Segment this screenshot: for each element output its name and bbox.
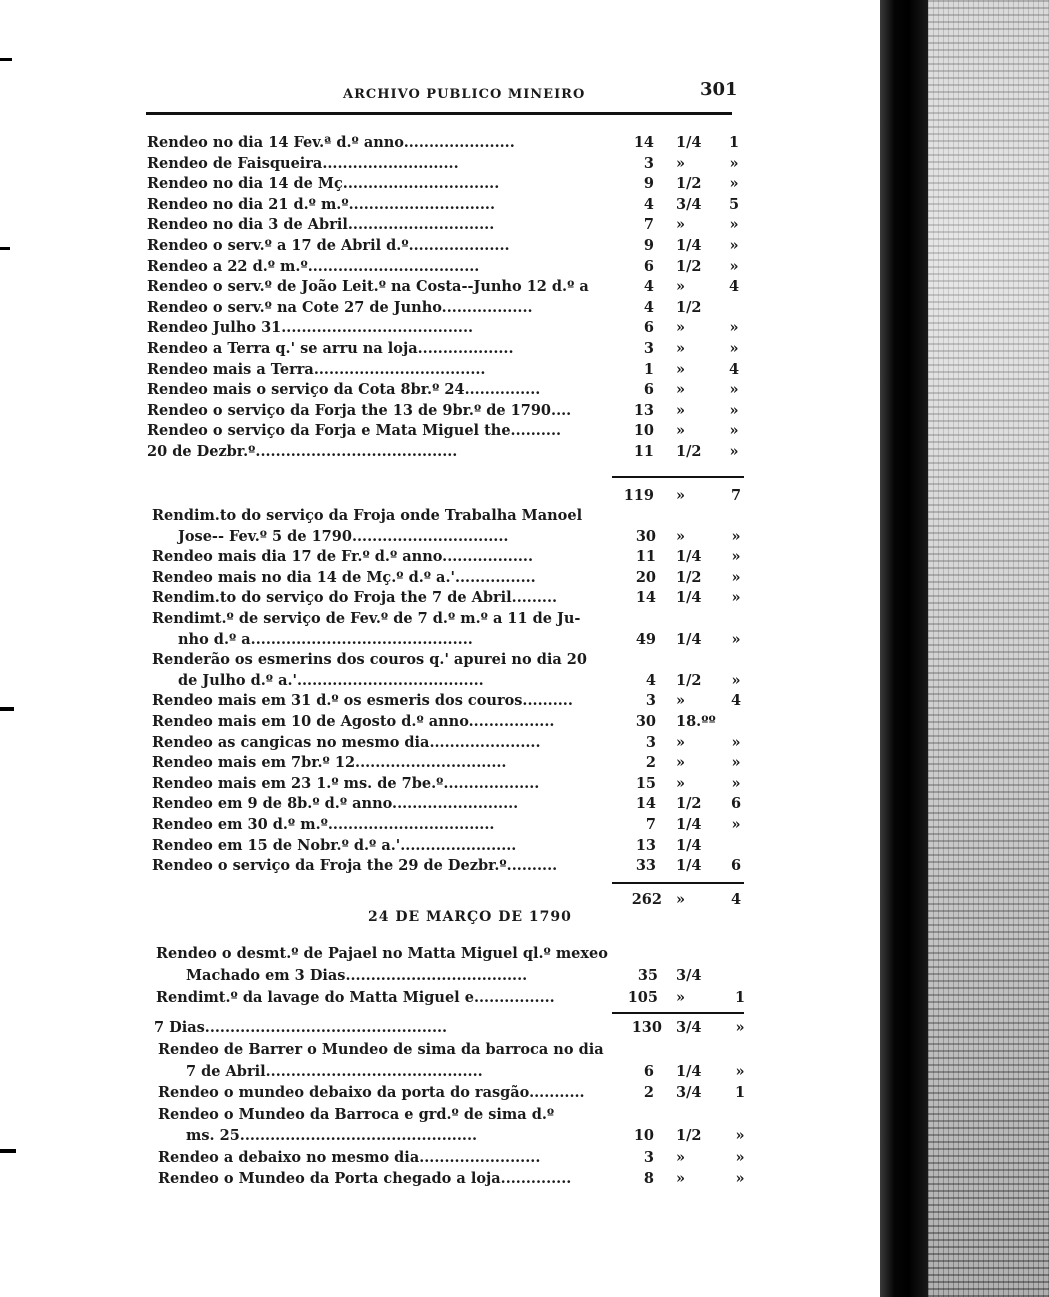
entry-col-b: »	[676, 381, 686, 399]
entry-col-b: 1/4	[676, 857, 702, 875]
entry-col-b: 1/4	[676, 589, 702, 607]
entry-description: Rendeo mais em 7br.º 12..............................	[152, 754, 507, 772]
ledger-row	[0, 506, 1049, 526]
total-col-b: »	[676, 487, 686, 504]
entry-col-b: 3/4	[676, 1084, 702, 1101]
entry-description: Rendeo o mundeo debaixo da porta do rasgão...........	[158, 1084, 585, 1101]
entry-col-c: 5	[728, 195, 740, 213]
ledger-row	[0, 691, 1049, 711]
entry-col-b: »	[676, 733, 686, 751]
entry-col-c: »	[729, 237, 739, 254]
entry-col-c: »	[731, 630, 741, 648]
entry-description: Rendeo o serviço da Forja e Mata Miguel the..........	[147, 422, 562, 440]
entry-col-a: 13	[633, 401, 654, 419]
entry-description: Rendim.to do serviço da Froja onde Trabalha Manoel	[152, 507, 583, 524]
ledger-row	[0, 836, 1049, 856]
ledger-row	[0, 401, 1049, 421]
entry-col-a: 4	[643, 298, 654, 316]
ledger-row	[0, 195, 1049, 215]
entry-col-a: 4	[645, 671, 656, 689]
total-col-c: »	[735, 1019, 745, 1036]
entry-description: Rendeo Julho 31......................................	[147, 319, 474, 337]
entry-col-b: »	[676, 1170, 686, 1187]
ledger-row	[0, 318, 1049, 338]
entry-description: ms. 25...............................................	[186, 1127, 478, 1144]
entry-description: Rendeo mais a Terra..................................	[147, 360, 486, 378]
entry-col-b: 1/2	[676, 1127, 702, 1144]
ledger-row	[0, 1040, 1049, 1060]
entry-description: Rendeo em 15 de Nobr.º d.º a.'.......................	[152, 836, 517, 854]
ledger-row	[0, 774, 1049, 794]
entry-col-a: 10	[633, 1127, 654, 1144]
sum-rule	[612, 1012, 744, 1014]
entry-col-b: »	[676, 692, 686, 710]
ledger-row	[0, 650, 1049, 670]
entry-description: de Julho d.º a.'.....................................	[178, 671, 484, 689]
entry-col-a: 4	[643, 278, 654, 296]
entry-col-b: 18.ºº	[676, 713, 716, 730]
entry-col-b: 1/4	[676, 630, 702, 648]
entry-col-c: »	[731, 527, 741, 545]
entry-col-a: 6	[643, 1062, 654, 1080]
entry-col-c: »	[729, 422, 739, 440]
entry-col-c: »	[731, 671, 741, 689]
entry-col-c: »	[731, 733, 741, 751]
entry-col-a: 13	[635, 836, 656, 854]
entry-col-c: »	[735, 1170, 745, 1187]
ledger-row	[0, 733, 1049, 753]
entry-description: Rendim.to do serviço do Froja the 7 de Abril.........	[152, 589, 558, 607]
entry-description: Rendeo de Barrer o Mundeo de sima da barroca no dia	[158, 1041, 604, 1058]
ledger-row	[0, 944, 1049, 964]
entry-col-c: 4	[728, 360, 740, 378]
entry-col-a: 2	[645, 754, 656, 772]
ledger-row	[0, 753, 1049, 773]
entry-col-c: »	[729, 216, 739, 234]
entry-description: Rendeo a Terra q.' se arru na loja...................	[147, 340, 514, 357]
entry-col-a: 30	[635, 527, 656, 545]
ledger-row	[0, 380, 1049, 400]
entry-description: nho d.º a............................................	[178, 630, 473, 648]
entry-col-b: »	[676, 154, 686, 172]
entry-col-c: »	[731, 589, 741, 607]
entry-description: 7 de Abril...........................................	[186, 1062, 483, 1080]
entry-description: Jose-- Fev.º 5 de 1790...............................	[178, 527, 509, 545]
entry-col-a: 9	[643, 175, 654, 193]
entry-col-b: »	[676, 340, 686, 357]
entry-col-b: 1/2	[676, 795, 702, 813]
entry-col-a: 7	[643, 216, 654, 234]
ledger-row	[0, 1062, 1049, 1082]
entry-col-b: »	[676, 319, 686, 337]
entry-col-c: »	[731, 816, 741, 833]
entry-col-c: »	[729, 154, 739, 172]
entry-col-a: 7	[645, 816, 656, 833]
entry-description: Rendeo mais dia 17 de Fr.º d.º anno..................	[152, 548, 534, 566]
entry-description: Machado em 3 Dias....................................	[186, 967, 528, 984]
entry-col-b: 3/4	[676, 195, 702, 213]
entry-description: Rendeo o desmt.º de Pajael no Matta Miguel ql.º mexeo	[156, 945, 608, 962]
entry-col-a: 10	[633, 422, 654, 440]
ledger-row	[0, 360, 1049, 380]
entry-description: Rendeo no dia 14 Fev.ª d.º anno......................	[147, 134, 515, 151]
entry-col-a: 2	[643, 1084, 654, 1101]
entry-description: Rendeo o serviço da Froja the 29 de Dezbr.º..........	[152, 857, 558, 875]
entry-col-b: 1/2	[676, 671, 702, 689]
entry-col-a: 11	[633, 443, 654, 460]
entry-col-a: 6	[643, 257, 654, 275]
entry-col-b: 1/2	[676, 257, 702, 275]
entry-col-c: »	[729, 340, 739, 357]
page-number: 301	[700, 79, 738, 100]
ledger-row	[0, 277, 1049, 297]
entry-col-a: 14	[633, 134, 654, 151]
total-col-a: 119	[623, 487, 654, 504]
entry-description: 20 de Dezbr.º........................................	[147, 443, 458, 460]
total-col-a: 130	[631, 1019, 662, 1036]
ledger-row	[0, 815, 1049, 835]
entry-description: Rendeo mais em 10 de Agosto d.º anno.................	[152, 713, 555, 730]
entry-col-a: 33	[635, 857, 656, 875]
entry-description: Rendeo o Mundeo da Porta chegado a loja..............	[158, 1170, 572, 1187]
section-title: 24 DE MARÇO DE 1790	[368, 909, 572, 925]
ledger-row	[0, 794, 1049, 814]
entry-col-b: 1/4	[676, 548, 702, 566]
ledger-row	[0, 712, 1049, 732]
ledger-row	[0, 1083, 1049, 1103]
entry-col-c: 4	[728, 278, 740, 296]
entry-col-b: 1/2	[676, 443, 702, 460]
entry-col-a: 1	[643, 360, 654, 378]
ledger-row	[0, 1169, 1049, 1189]
entry-col-a: 30	[635, 713, 656, 730]
ledger-row	[0, 1126, 1049, 1146]
entry-col-a: 20	[635, 568, 656, 586]
total-col-a: 262	[631, 891, 662, 908]
entry-col-b: 1/4	[676, 1062, 702, 1080]
ledger-row	[0, 527, 1049, 547]
entry-col-a: 8	[643, 1170, 654, 1187]
ledger-row	[0, 609, 1049, 629]
ledger-row	[0, 568, 1049, 588]
entry-description: Rendeo o serv.º de João Leit.º na Costa--Junho 12 d.º a	[147, 278, 589, 296]
entry-col-b: 1/2	[676, 175, 702, 193]
entry-col-b: 1/2	[676, 298, 702, 316]
total-col-b: »	[676, 891, 686, 908]
entry-col-c: 1	[734, 1084, 746, 1101]
entry-col-a: 6	[643, 319, 654, 337]
entry-col-b: »	[676, 216, 686, 234]
entry-description: Rendeo as cangicas no mesmo dia......................	[152, 733, 541, 751]
ledger-row	[0, 1148, 1049, 1168]
entry-description: Rendeo mais em 23 1.º ms. de 7be.º...................	[152, 774, 540, 792]
total-label: 7 Dias................................................	[154, 1019, 448, 1036]
entry-col-c: 1	[728, 134, 740, 151]
entry-col-a: 3	[643, 340, 654, 357]
ledger-row	[0, 257, 1049, 277]
ledger-row	[0, 630, 1049, 650]
ledger-row	[0, 966, 1049, 986]
ledger-row	[0, 339, 1049, 359]
entry-col-b: »	[676, 774, 686, 792]
entry-col-c: »	[729, 175, 739, 193]
entry-col-a: 14	[635, 795, 656, 813]
entry-col-c: 6	[730, 795, 742, 813]
entry-col-a: 49	[635, 630, 656, 648]
entry-col-c: »	[731, 774, 741, 792]
entry-description: Rendeo no dia 3 de Abril.............................	[147, 216, 495, 234]
ledger-row	[0, 133, 1049, 153]
ledger-row	[0, 442, 1049, 462]
ledger-row	[0, 671, 1049, 691]
entry-description: Rendimt.º da lavage do Matta Miguel e................	[156, 989, 555, 1006]
entry-col-b: »	[676, 1148, 686, 1166]
ledger-row	[0, 1105, 1049, 1125]
entry-col-a: 9	[643, 237, 654, 254]
entry-col-c: »	[731, 568, 741, 586]
entry-description: Rendeo o serv.º a 17 de Abril d.º....................	[147, 237, 510, 254]
entry-col-a: 105	[627, 989, 658, 1006]
entry-col-b: 3/4	[676, 967, 702, 984]
entry-col-b: 1/4	[676, 836, 702, 854]
entry-col-c: »	[731, 754, 741, 772]
sum-rule	[612, 882, 744, 884]
entry-col-a: 11	[635, 548, 656, 566]
ledger-row	[0, 236, 1049, 256]
entry-col-c: »	[729, 381, 739, 399]
entry-description: Rendeo em 30 d.º m.º.................................	[152, 816, 495, 833]
entry-col-a: 3	[645, 692, 656, 710]
ledger-row	[0, 588, 1049, 608]
total-row	[0, 1018, 1049, 1038]
ledger-row	[0, 298, 1049, 318]
ledger-row	[0, 174, 1049, 194]
total-col-c: 4	[730, 891, 742, 908]
entry-col-b: 1/4	[676, 134, 702, 151]
entry-col-a: 15	[635, 774, 656, 792]
total-row	[0, 486, 1049, 506]
entry-col-b: »	[676, 754, 686, 772]
total-col-b: 3/4	[676, 1019, 702, 1036]
ledger-row	[0, 215, 1049, 235]
entry-col-b: »	[676, 989, 686, 1006]
entry-col-b: »	[676, 278, 686, 296]
entry-description: Rendeo a 22 d.º m.º..................................	[147, 257, 480, 275]
entry-col-a: 3	[643, 1148, 654, 1166]
entry-col-b: »	[676, 527, 686, 545]
entry-col-c: 6	[730, 857, 742, 875]
entry-description: Rendeo o serviço da Forja the 13 de 9br.º de 1790....	[147, 401, 572, 419]
entry-col-c: »	[735, 1062, 745, 1080]
entry-col-a: 4	[643, 195, 654, 213]
entry-description: Rendeo mais no dia 14 de Mç.º d.º a.'................	[152, 568, 536, 586]
entry-col-b: »	[676, 401, 686, 419]
running-head: ARCHIVO PUBLICO MINEIRO	[343, 87, 586, 102]
entry-col-b: 1/4	[676, 237, 702, 254]
entry-description: Rendeo a debaixo no mesmo dia........................	[158, 1148, 541, 1166]
entry-col-b: »	[676, 360, 686, 378]
entry-col-a: 35	[637, 967, 658, 984]
entry-col-b: »	[676, 422, 686, 440]
entry-description: Renderão os esmerins dos couros q.' apurei no dia 20	[152, 651, 587, 669]
entry-col-c: »	[735, 1148, 745, 1166]
entry-col-c: »	[729, 443, 739, 460]
entry-description: Rendeo mais o serviço da Cota 8br.º 24...............	[147, 381, 541, 399]
ledger-row	[0, 154, 1049, 174]
entry-col-b: 1/4	[676, 816, 702, 833]
ledger-row	[0, 988, 1049, 1008]
entry-description: Rendeo no dia 14 de Mç...............................	[147, 175, 500, 193]
entry-description: Rendeo em 9 de 8b.º d.º anno.........................	[152, 795, 519, 813]
entry-col-a: 3	[643, 154, 654, 172]
entry-col-a: 14	[635, 589, 656, 607]
entry-col-c: »	[731, 548, 741, 566]
entry-col-c: 1	[734, 989, 746, 1006]
entry-col-c: »	[729, 319, 739, 337]
entry-description: Rendimt.º de serviço de Fev.º de 7 d.º m.º a 11 de Ju-	[152, 610, 581, 627]
entry-col-c: »	[735, 1127, 745, 1144]
entry-col-a: 6	[643, 381, 654, 399]
sum-rule	[612, 476, 744, 478]
total-col-c: 7	[730, 487, 742, 504]
entry-col-b: 1/2	[676, 568, 702, 586]
ledger-row	[0, 421, 1049, 441]
ledger-row	[0, 856, 1049, 876]
total-row	[0, 890, 1049, 910]
entry-description: Rendeo mais em 31 d.º os esmeris dos couros..........	[152, 692, 573, 710]
entry-description: Rendeo o serv.º na Cote 27 de Junho..................	[147, 298, 533, 316]
entry-col-c: 4	[730, 692, 742, 710]
entry-col-c: »	[729, 401, 739, 419]
entry-description: Rendeo de Faisqueira...........................	[147, 154, 459, 172]
entry-description: Rendeo no dia 21 d.º m.º.............................	[147, 195, 495, 213]
entry-col-a: 3	[645, 733, 656, 751]
entry-description: Rendeo o Mundeo da Barroca e grd.º de sima d.º	[158, 1105, 555, 1123]
ledger-row	[0, 547, 1049, 567]
entry-col-c: »	[729, 257, 739, 275]
